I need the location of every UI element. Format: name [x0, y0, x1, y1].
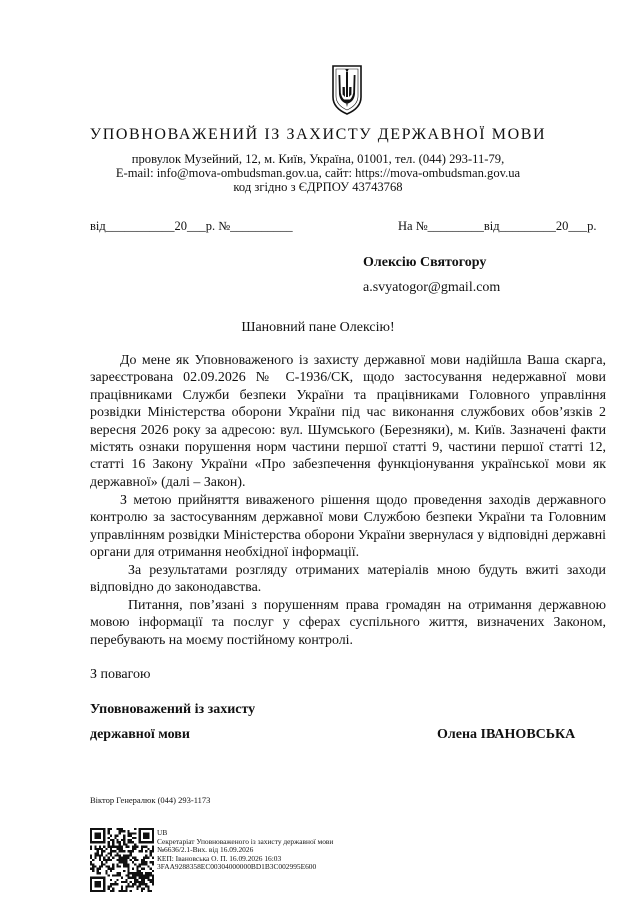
body-paragraph-3: За результатами розгляду отриманих матеріалів мною будуть вжиті заходи відповідно до законодавства.	[90, 563, 606, 596]
organization-title: УПОВНОВАЖЕНИЙ ІЗ ЗАХИСТУ ДЕРЖАВНОЇ МОВИ	[89, 126, 547, 143]
stamp-document-number: №6636/2.1-Вих. від 16.09.2026	[157, 845, 254, 855]
contact-address: провулок Музейний, 12, м. Київ, Україна, 01001, тел. (044) 293-11-79,	[131, 152, 505, 166]
signatory-title-line-2: державної мови	[90, 727, 190, 742]
signatory-title-line-1: Уповноважений із захисту	[90, 702, 256, 717]
stamp-certificate-serial: 3FAA9288358EC00304000000BD1B3C002995E600	[157, 862, 317, 872]
closing-phrase: З повагою	[90, 667, 151, 682]
executor-contact: Віктор Генералюк (044) 293-1173	[90, 795, 211, 805]
recipient-name: Олексію Святогору	[363, 255, 487, 270]
salutation: Шановний пане Олексію!	[241, 320, 395, 335]
qr-code	[90, 828, 154, 892]
stamp-code: UB	[157, 828, 168, 837]
digital-signature-stamp	[157, 829, 333, 872]
contact-edrpou: код згідно з ЄДРПОУ 43743768	[233, 180, 403, 194]
outgoing-registration-line: від___________20___р. №__________	[90, 219, 293, 233]
recipient-email: a.svyatogor@gmail.com	[363, 280, 501, 295]
body-paragraph-2: З метою прийняття виваженого рішення щодо проведення заходів державного контролю за застосуванням державної мови Службою безпеки України та Головним управлінням розвідки Міністерства оборони України звернулася у відповідні державні органи для отримання необхідної інформації.	[90, 493, 606, 561]
stamp-organization: Секретаріат Уповноваженого із захисту державної мови	[157, 836, 334, 846]
contact-email-site: E-mail: info@mova-ombudsman.gov.ua, сайт: https://mova-ombudsman.gov.ua	[115, 166, 521, 180]
coat-of-arms-icon	[331, 63, 363, 116]
incoming-reference-line: На №_________від_________20___р.	[398, 219, 597, 233]
body-paragraph-4: Питання, пов’язані з порушенням права громадян на отримання державною мовою інформації та послуг у сферах суспільного життя, визначених Законом, перебувають на моєму постійному контролі.	[90, 598, 606, 648]
body-paragraph-1: До мене як Уповноваженого із захисту державної мови надійшла Ваша скарга, зареєстрована 02.09.2026 № С-1936/СК, щодо застосування недержавної мови працівниками Служби безпеки України та працівниками Головного управління розвідки Міністерства оборони України під час виконання службових обов’язків 2 вересня 2026 року за адресою: вул. Шумського (Березняки), м. Київ. Зазначені факти містять ознаки порушення норм частини першої статті 9, частини першої статті 12, статті 16 Закону України «Про забезпечення функціонування української мови як державної» (далі – Закон).	[90, 353, 606, 490]
signatory-name: Олена ІВАНОВСЬКА	[437, 727, 576, 742]
stamp-signature-info: КЕП: Івановська О. П. 16.09.2026 16:03	[157, 853, 282, 863]
